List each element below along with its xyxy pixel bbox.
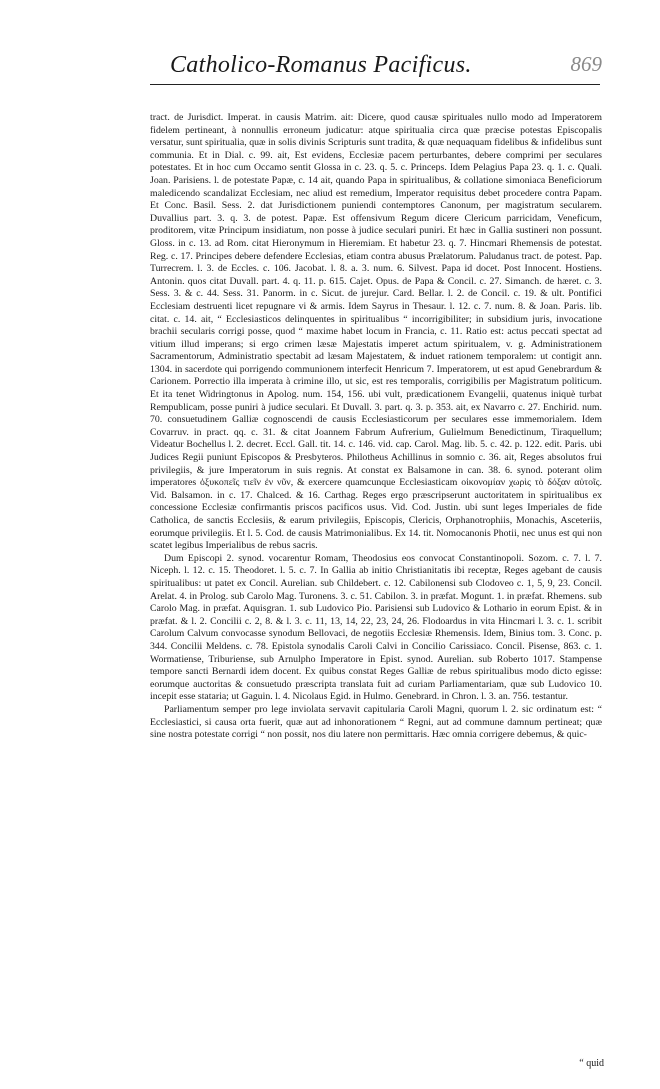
page-number: 869 — [570, 52, 602, 76]
paragraph: tract. de Jurisdict. Imperat. in causis Matrim. ait: Dicere, quod causæ spirituales nullo modo ad Imperatorem fidelem pertineant, à nonnullis erroneum judicatur: atque spiritualia circa quæ præcise potestas Episcopalis versatur, sunt spiritualia, quæ in solis divinis Scripturis sunt tradita, & quæ nequaquam fidelibus & infidelibus sunt communia. Et in Dial. c. 99. ait, Est evidens, Ecclesiæ pacem perturbantes, debere comprimi per seculares potestates. Et in hoc cum Occamo sentit Glossa in c. 23. q. 5. c. Princeps. Idem Pelagius Papa 23. q. 1. c. Quali. Joan. Parisiens. l. de potestate Papæ, c. 14 ait, quando Papa in spiritualibus, & collatione simoniaca Beneficiorum maledicendo scandalizat Ecclesiam, nec aliud est remedium, Imperator requisitus debet procedere contra Papam. Et Conc. Basil. Sess. 2. dat Jurisdictionem puniendi contemptores Canonum, per magistratum secularem. Duvallius part. 3. q. 3. de potest. Papæ. Est offensivum Regum dicere Clericum parricidam, Veneficum, proditorem, vitæ Principum insidiatum, non posse à judice seculari puniri. Et hæc in Gallia sustineri non possunt. Gloss. in c. 13. ad Rom. citat Hieronymum in Hieremiam. Et habetur 23. q. 7. Hincmari Rhemensis de potestat. Reg. c. 17. Principes debere defendere Ecclesias, etiam contra abusus Prælatorum. Paludanus tract. de potest. Pap. Turrecrem. l. 3. de Eccles. c. 106. Jacobat. l. 8. a. 3. num. 6. Silvest. Papa id docet. Post Innocent. Hostiens. Antonin. quos citat Duvall. part. 4. q. 11. p. 615. Cajet. Opus. de Papa & Concil. c. 27. Simanch. de hæret. c. 3. Sess. 3. & c. 44. Sess. 31. Panorm. in c. Sicut. de jurejur. Card. Bellar. l. 2. de Concil. c. 19. & ult. Pontifici Ecclesiam destruenti licet repugnare vi & armis. Idem Sayrus in Thesaur. l. 12. c. 7. num. 8. & Joan. Paris. lib. citat. c. 14. ait, “ Ecclesiasticos delinquentes in spiritualibus “ incorrigibiliter; in subsidium juris, invocatione brachii secularis corrigi posse, quod “ maxime habet locum in Francia, c. 11. Ratio est: actus peccati spectat ad vitium illud imperans; si ergo crimen læsæ Majestatis imperet actum spiritualem, v. g. Administrationem Sacramentorum, Administratio spectabit ad læsam Majestatem, & induet rationem temporalem: ut contigit ann. 1304. in sacerdote qui porrigendo communionem interfecit Henricum 7. Imperatorem, ut est apud Genebrardum & Carionem. Porrectio illa imperata à crimine illo, ut sic, est res temporalis, corrigibilis per Magistratum politicum. Et ita tenet Widringtonus in Apolog. num. 154, 156. ubi vult, prædicationem Evangelii, quatenus iniquè turbat Rempublicam, posse puniri à judice seculari. Et Duvall. 3. part. q. 3. p. 353. ait, ex Navarro c. 27. Enchirid. num. 70. consuetudinem Galliæ cognoscendi de causis Ecclesiasticorum per seculares esse immemorialem. Idem Covarruv. in pract. qq. c. 31. & citat Joannem Fabrum Aufrerium, Gulielmum Benedictinum, Tiraquellum; Videatur Bochellus l. 2. decret. Eccl. Gall. tit. 14. c. 146. vid. cap. Carol. Mag. lib. 5. c. 42. p. 122. edit. Paris. ubi Judices Regii puniunt Episcopos & Presbyteros. Philotheus Achillinus in somnio c. 36. ait, Reges absolutos frui privilegiis, & jure Imperatorum in suis regnis. At constat ex Balsamone in can. 38. 6. synod. poterant olim imperatores ὀξυκοπεῖς τιεῖν ἐν νῦν, & exercere quamcunque Ecclesiasticam οἰκονομίαν χωρὶς τὸ δόξαν αὐτοῖς. Vid. Balsamon. in c. 17. Chalced. & 16. Carthag. Reges ergo præscripserunt auctoritatem in spiritualibus ex concessione Ecclesiæ confirmantis priscos pacificos usus. Vid. Cod. Justin. ubi sunt leges Imperiales de fide Catholica, de sanctis Ecclesiis, & earum privilegiis, Episcopis, Clericis, Orphanotrophiis, Monachis, Asceteriis, eorumque privilegiis. Et l. 5. Cod. de causis Matrimonialibus. Ex 14. tit. Nomocanonis Photii, nec unus est qui non scatet legibus Imperialibus de rebus sacris. — [150, 112, 602, 552]
paragraph: Parliamentum semper pro lege inviolata servavit capitularia Caroli Magni, quorum l. 2. sic ordinatum est: “ Ecclesiastici, si causa orta fuerit, quæ aut ad inhonorationem “ Regni, aut ad commune damnum pertineat; quæ sine nostra potestate corrigi “ non possit, nos diu latere non permittaris. Hæc omnia corrigere debemus, & quic- — [150, 703, 602, 741]
main-text — [150, 112, 602, 742]
catchword: “ quid — [579, 1058, 604, 1069]
page-header — [150, 48, 600, 88]
header-rule — [150, 84, 600, 85]
running-title: Catholico-Romanus Pacificus. — [170, 52, 472, 78]
paragraph: Dum Episcopi 2. synod. vocarentur Romam, Theodosius eos convocat Constantinopoli. Sozom. c. 7. l. 7. Niceph. l. 12. c. 15. Theodoret. l. 5. c. 7. In Gallia ab initio Christianitatis ibi receptæ, Reges agebant de causis spiritualibus: ut patet ex Concil. Aurelian. sub Childebert. c. 12. Cabilonensi sub Clodoveo c. 1, 5, 9, 23. Concil. Arelat. 4. in Prolog. sub Carolo Mag. Turonens. 3. c. 51. Cabilon. 3. in præfat. Mogunt. 1. in præfat. Rhemens. sub Carolo Mag. in præfat. Aquisgran. 1. sub Ludovico Pio. Parisiensi sub Ludovico & Lothario in eorum Epist. & in præfat. & l. 2. Concilii c. 2, 8. & l. 3. c. 11, 13, 14, 22, 23, 24, 26. Flodoardus in vita Hincmari l. 3. c. 1. scribit Carolum Calvum convocasse synodum Bellovaci, de negotiis Ecclesiæ Rhemensis. Idem, Binius tom. 3. Conc. p. 344. Concilii Meldens. c. 78. Epistola synodalis Caroli Calvi in Concilio Carissiaco. Concil. Pisense, 863. c. 1. Wormatiense, Triburiense, sub Arnulpho Imperatore in Epist. synod. Aurelian. sub Roberto 1017. Stampense tempore sancti Bernardi idem docent. Ex quibus constat Reges Galliæ de rebus spiritualibus modo dicto egisse: eorumque auctoritas & consuetudo præscripta translata fuit ad curiam Parliamentariam, quæ sub Ludovico 10. incepit esse stataria; ut Gaguin. l. 4. Nicolaus Egid. in Hulmo. Genebrard. in Chron. l. 3. an. 756. testantur. — [150, 552, 602, 703]
